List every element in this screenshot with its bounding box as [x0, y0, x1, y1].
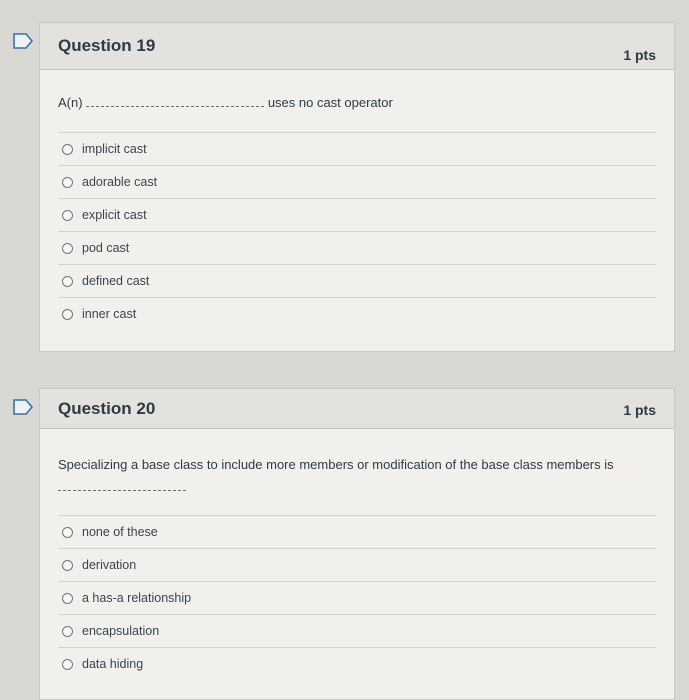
radio-button[interactable] — [62, 243, 73, 254]
radio-button[interactable] — [62, 144, 73, 155]
answer-option[interactable]: explicit cast — [58, 198, 656, 231]
question-20-card — [39, 388, 675, 700]
radio-button[interactable] — [62, 593, 73, 604]
answer-list — [58, 132, 656, 330]
answer-blank — [86, 96, 264, 107]
question-flag-icon[interactable] — [12, 32, 34, 50]
radio-button[interactable] — [62, 309, 73, 320]
answer-option[interactable]: derivation — [58, 548, 656, 581]
answer-option[interactable]: encapsulation — [58, 614, 656, 647]
radio-button[interactable] — [62, 659, 73, 670]
answer-blank — [58, 480, 186, 491]
question-flag-icon[interactable] — [12, 398, 34, 416]
radio-button[interactable] — [62, 626, 73, 637]
answer-list — [58, 515, 656, 680]
question-title: Question 20 — [58, 399, 156, 418]
answer-option[interactable]: adorable cast — [58, 165, 656, 198]
answer-option[interactable]: none of these — [58, 515, 656, 548]
question-title: Question 19 — [58, 36, 156, 55]
answer-option[interactable]: defined cast — [58, 264, 656, 297]
question-20-header — [40, 389, 674, 429]
question-19-card — [39, 22, 675, 352]
answer-option[interactable]: pod cast — [58, 231, 656, 264]
answer-option[interactable]: a has-a relationship — [58, 581, 656, 614]
answer-option[interactable]: implicit cast — [58, 132, 656, 165]
radio-button[interactable] — [62, 177, 73, 188]
radio-button[interactable] — [62, 210, 73, 221]
question-19-header — [40, 23, 674, 70]
question-points: 1 pts — [623, 47, 656, 63]
radio-button[interactable] — [62, 527, 73, 538]
question-prompt: Specializing a base class to include more members or modification of the base class members is — [58, 457, 656, 494]
answer-option[interactable]: inner cast — [58, 297, 656, 330]
question-prompt: A(n) uses no cast operator — [58, 95, 393, 110]
question-points: 1 pts — [623, 402, 656, 418]
answer-option[interactable]: data hiding — [58, 647, 656, 680]
radio-button[interactable] — [62, 276, 73, 287]
radio-button[interactable] — [62, 560, 73, 571]
